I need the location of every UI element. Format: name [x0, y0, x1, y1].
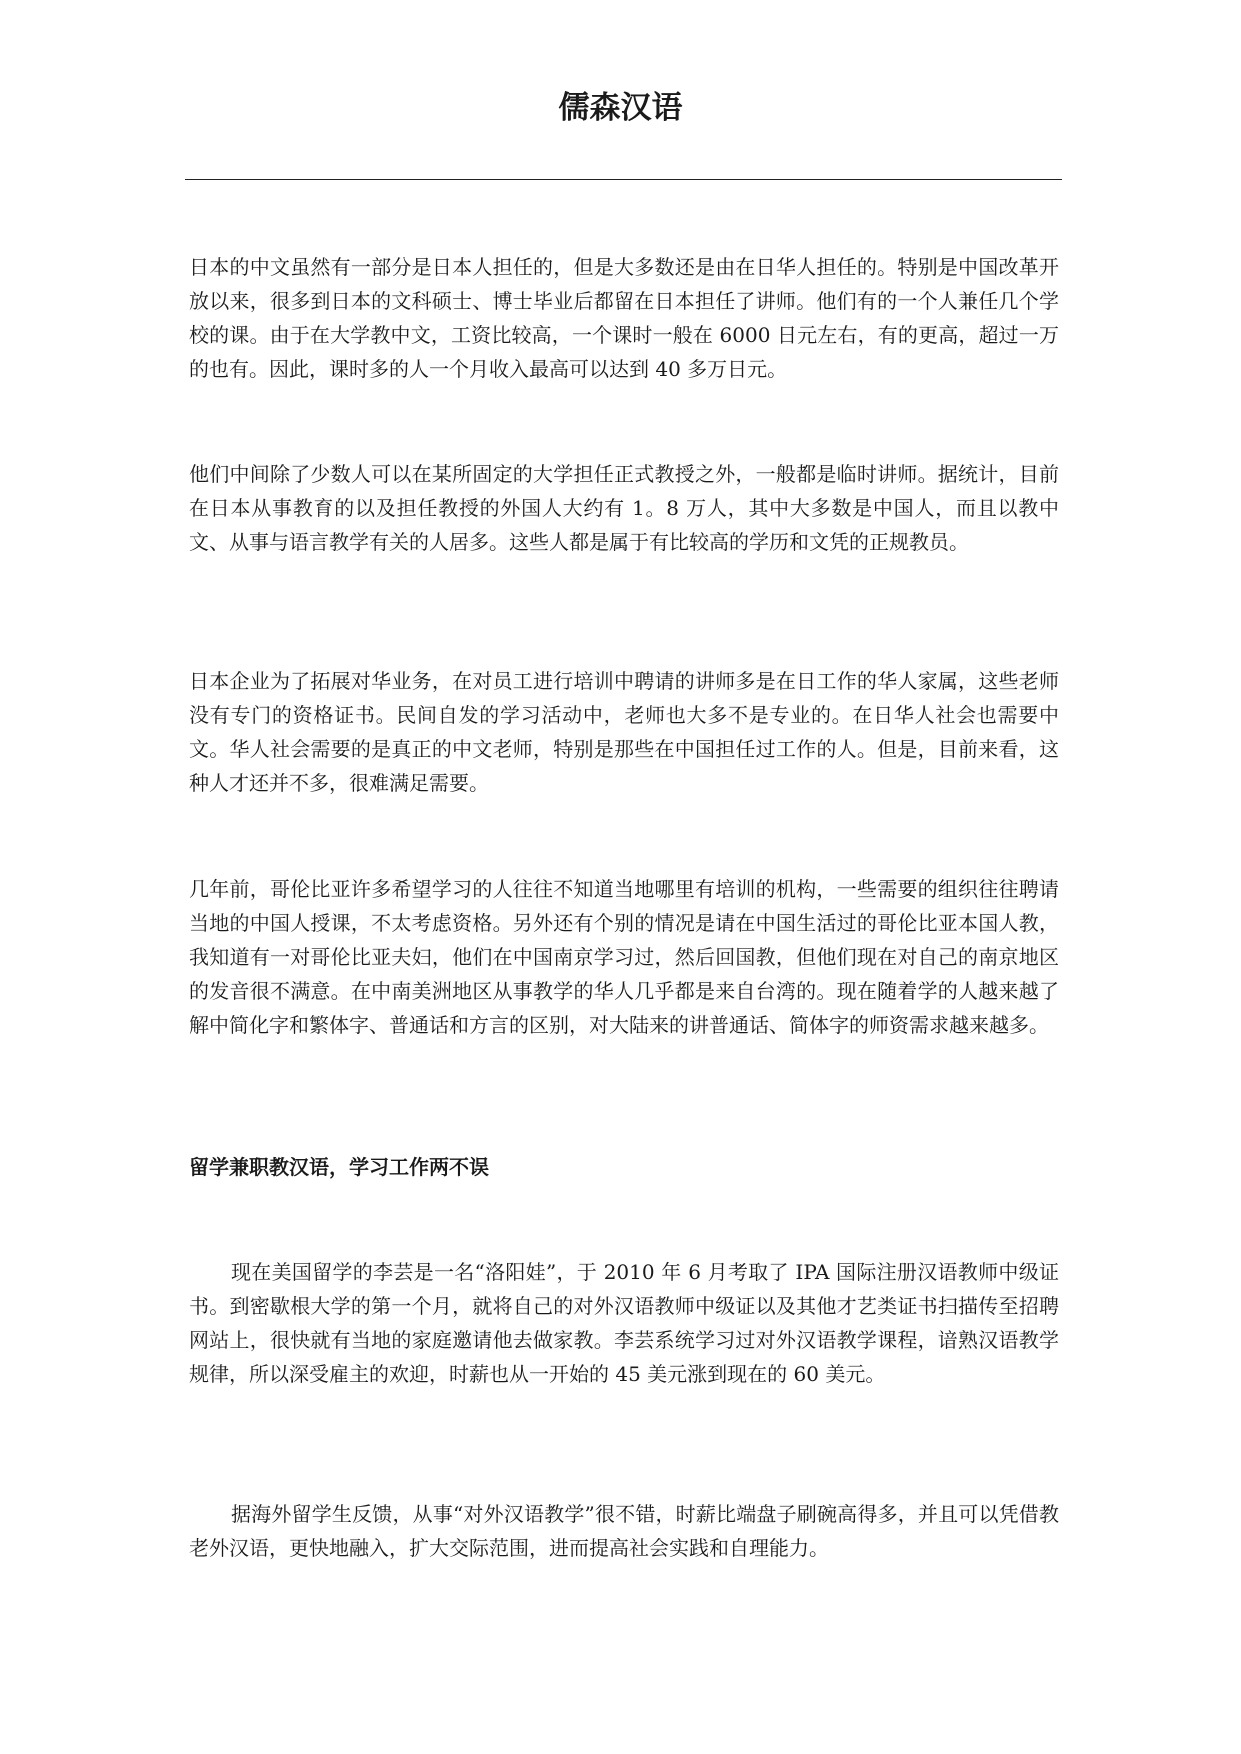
body-paragraph: 日本的中文虽然有一部分是日本人担任的，但是大多数还是由在日华人担任的。特别是中国改革开放以来，很多到日本的文科硕士、博士毕业后都留在日本担任了讲师。他们有的一个人兼任几个学校的课。由于在大学教中文，工资比较高，一个课时一般在 6000 日元左右，有的更高，超过一万的也有。因此，课时多的人一个月收入最高可以达到 40 多万日元。	[189, 255, 1059, 381]
section-paragraph: 据海外留学生反馈，从事“对外汉语教学”很不错，时薪比端盘子刷碗高得多，并且可以凭借教老外汉语，更快地融入，扩大交际范围，进而提高社会实践和自理能力。	[189, 1502, 1059, 1560]
body-paragraph: 几年前，哥伦比亚许多希望学习的人往往不知道当地哪里有培训的机构，一些需要的组织往往聘请当地的中国人授课，不太考虑资格。另外还有个别的情况是请在中国生活过的哥伦比亚本国人教，我知道有一对哥伦比亚夫妇，他们在中国南京学习过，然后回国教，但他们现在对自己的南京地区的发音很不满意。在中南美洲地区从事教学的华人几乎都是来自台湾的。现在随着学的人越来越了解中简化字和繁体字、普通话和方言的区别，对大陆来的讲普通话、简体字的师资需求越来越多。	[189, 877, 1059, 1037]
title-divider	[185, 179, 1062, 180]
body-paragraph: 日本企业为了拓展对华业务，在对员工进行培训中聘请的讲师多是在日工作的华人家属，这些老师没有专门的资格证书。民间自发的学习活动中，老师也大多不是专业的。在日华人社会也需要中文。华人社会需要的是真正的中文老师，特别是那些在中国担任过工作的人。但是，目前来看，这种人才还并不多，很难满足需要。	[189, 669, 1059, 795]
section-heading: 留学兼职教汉语，学习工作两不误	[189, 1155, 489, 1179]
body-paragraph: 他们中间除了少数人可以在某所固定的大学担任正式教授之外，一般都是临时讲师。据统计，目前在日本从事教育的以及担任教授的外国人大约有 1。8 万人，其中大多数是中国人，而且以教中文、从事与语言教学有关的人居多。这些人都是属于有比较高的学历和文凭的正规教员。	[189, 462, 1059, 554]
section-paragraph: 现在美国留学的李芸是一名“洛阳娃”，于 2010 年 6 月考取了 IPA 国际注册汉语教师中级证书。到密歇根大学的第一个月，就将自己的对外汉语教师中级证以及其他才艺类证书扫描传至招聘网站上，很快就有当地的家庭邀请他去做家教。李芸系统学习过对外汉语教学课程，谙熟汉语教学规律，所以深受雇主的欢迎，时薪也从一开始的 45 美元涨到现在的 60 美元。	[189, 1260, 1059, 1386]
document-title: 儒森汉语	[558, 90, 683, 126]
